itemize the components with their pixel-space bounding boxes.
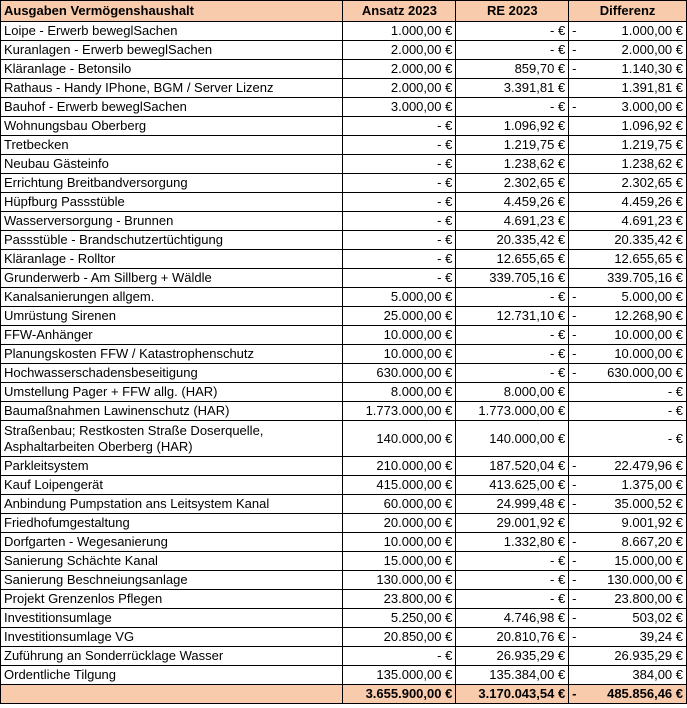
diff-sign: [572, 383, 582, 401]
table-row: [1, 288, 687, 307]
cell-re: 2.302,65 €: [456, 174, 569, 193]
diff-value: 130.000,00 €: [607, 572, 683, 587]
table-row: [1, 193, 687, 212]
cell-description: Friedhofumgestaltung: [1, 514, 343, 533]
diff-sign: -: [572, 458, 577, 473]
cell-differenz: [569, 60, 687, 79]
diff-sign: [572, 174, 582, 192]
diff-value: 2.302,65 €: [621, 175, 683, 190]
diff-sign: [572, 647, 582, 665]
diff-value: 1.140,30 €: [621, 61, 683, 76]
cell-differenz: [569, 364, 687, 383]
cell-differenz: [569, 345, 687, 364]
cell-description: Wasserversorgung - Brunnen: [1, 212, 343, 231]
cell-re: - €: [456, 345, 569, 364]
cell-description: Tretbecken: [1, 136, 343, 155]
cell-ansatz: - €: [343, 193, 456, 212]
header-description: Ausgaben Vermögenshaushalt: [1, 1, 343, 22]
cell-ansatz: 10.000,00 €: [343, 533, 456, 552]
cell-ansatz: 130.000,00 €: [343, 571, 456, 590]
cell-ansatz: 20.850,00 €: [343, 628, 456, 647]
cell-description: Dorfgarten - Wegesanierung: [1, 533, 343, 552]
diff-value: 39,24 €: [639, 629, 683, 644]
diff-sign: [572, 117, 582, 135]
cell-re: 140.000,00 €: [456, 421, 569, 457]
diff-sign: -: [572, 496, 577, 511]
diff-value: 10.000,00 €: [614, 346, 683, 361]
cell-re: - €: [456, 364, 569, 383]
cell-re: 1.219,75 €: [456, 136, 569, 155]
table-row: [1, 666, 687, 685]
table-row: [1, 457, 687, 476]
diff-sign: -: [572, 365, 577, 380]
diff-value: 26.935,29 €: [614, 648, 683, 663]
diff-value: 12.268,90 €: [614, 308, 683, 323]
table-row: [1, 307, 687, 326]
table-row: [1, 79, 687, 98]
cell-description: Investitionsumlage VG: [1, 628, 343, 647]
cell-re: - €: [456, 590, 569, 609]
table-row: [1, 41, 687, 60]
diff-sign: -: [572, 686, 577, 701]
cell-description: Straßenbau; Restkosten Straße Doserquelle, Asphaltarbeiten Oberberg (HAR): [1, 421, 343, 457]
cell-ansatz: - €: [343, 250, 456, 269]
cell-description: Investitionsumlage: [1, 609, 343, 628]
table-row: [1, 628, 687, 647]
diff-value: 3.000,00 €: [621, 99, 683, 114]
total-row: [1, 685, 687, 704]
cell-ansatz: 415.000,00 €: [343, 476, 456, 495]
cell-re: 20.810,76 €: [456, 628, 569, 647]
cell-description: Kläranlage - Rolltor: [1, 250, 343, 269]
cell-description: Baumaßnahmen Lawinenschutz (HAR): [1, 402, 343, 421]
cell-ansatz: 135.000,00 €: [343, 666, 456, 685]
cell-re: - €: [456, 326, 569, 345]
cell-description: Hüpfburg Passstüble: [1, 193, 343, 212]
cell-description: Umstellung Pager + FFW allg. (HAR): [1, 383, 343, 402]
cell-ansatz: - €: [343, 269, 456, 288]
table-row: [1, 590, 687, 609]
cell-re: 1.096,92 €: [456, 117, 569, 136]
cell-re: 20.335,42 €: [456, 231, 569, 250]
cell-differenz: [569, 98, 687, 117]
cell-description: FFW-Anhänger: [1, 326, 343, 345]
cell-ansatz: 2.000,00 €: [343, 60, 456, 79]
cell-differenz: [569, 193, 687, 212]
cell-re: 4.459,26 €: [456, 193, 569, 212]
table-row: [1, 136, 687, 155]
cell-ansatz: 10.000,00 €: [343, 345, 456, 364]
cell-differenz: [569, 533, 687, 552]
table-row: [1, 609, 687, 628]
table-row: [1, 421, 687, 457]
total-ansatz: 3.655.900,00 €: [343, 685, 456, 704]
table-row: [1, 60, 687, 79]
diff-sign: -: [572, 534, 577, 549]
cell-differenz: [569, 609, 687, 628]
cell-differenz: [569, 495, 687, 514]
diff-value: 2.000,00 €: [621, 42, 683, 57]
table-body: [1, 22, 687, 704]
diff-sign: -: [572, 610, 577, 625]
diff-sign: [572, 79, 582, 97]
cell-ansatz: 23.800,00 €: [343, 590, 456, 609]
diff-value: 22.479,96 €: [614, 458, 683, 473]
table-row: [1, 533, 687, 552]
diff-value: 485.856,46 €: [607, 686, 683, 701]
diff-value: 1.375,00 €: [621, 477, 683, 492]
diff-sign: [572, 666, 582, 684]
cell-ansatz: 140.000,00 €: [343, 421, 456, 457]
table-row: [1, 514, 687, 533]
cell-ansatz: 5.250,00 €: [343, 609, 456, 628]
diff-sign: -: [572, 591, 577, 606]
cell-ansatz: 5.000,00 €: [343, 288, 456, 307]
cell-re: 339.705,16 €: [456, 269, 569, 288]
cell-re: - €: [456, 288, 569, 307]
header-re: RE 2023: [456, 1, 569, 22]
diff-sign: -: [572, 42, 577, 57]
cell-description: Bauhof - Erwerb beweglSachen: [1, 98, 343, 117]
cell-differenz: [569, 174, 687, 193]
cell-ansatz: 1.773.000,00 €: [343, 402, 456, 421]
cell-re: 1.238,62 €: [456, 155, 569, 174]
diff-sign: [572, 193, 582, 211]
cell-differenz: [569, 590, 687, 609]
diff-sign: -: [572, 327, 577, 342]
diff-value: 1.238,62 €: [621, 156, 683, 171]
cell-description: Ordentliche Tilgung: [1, 666, 343, 685]
cell-ansatz: 8.000,00 €: [343, 383, 456, 402]
diff-sign: [572, 212, 582, 230]
cell-differenz: [569, 22, 687, 41]
cell-description: Umrüstung Sirenen: [1, 307, 343, 326]
cell-ansatz: - €: [343, 136, 456, 155]
diff-value: 8.667,20 €: [621, 534, 683, 549]
table-row: [1, 571, 687, 590]
cell-differenz: [569, 155, 687, 174]
cell-differenz: [569, 421, 687, 457]
diff-sign: -: [572, 61, 577, 76]
diff-sign: -: [572, 346, 577, 361]
diff-value: 20.335,42 €: [614, 232, 683, 247]
diff-value: 503,02 €: [632, 610, 683, 625]
cell-differenz: [569, 250, 687, 269]
cell-ansatz: - €: [343, 155, 456, 174]
cell-differenz: [569, 136, 687, 155]
table-row: [1, 647, 687, 666]
cell-differenz: [569, 212, 687, 231]
cell-differenz: [569, 288, 687, 307]
cell-differenz: [569, 383, 687, 402]
cell-re: 413.625,00 €: [456, 476, 569, 495]
diff-sign: [572, 514, 582, 532]
cell-description: Hochwasserschadensbeseitigung: [1, 364, 343, 383]
diff-sign: -: [572, 308, 577, 323]
cell-description: Projekt Grenzenlos Pflegen: [1, 590, 343, 609]
cell-re: 4.691,23 €: [456, 212, 569, 231]
table-row: [1, 345, 687, 364]
cell-re: - €: [456, 98, 569, 117]
cell-differenz: [569, 476, 687, 495]
cell-description: Passstüble - Brandschutzertüchtigung: [1, 231, 343, 250]
cell-ansatz: 25.000,00 €: [343, 307, 456, 326]
cell-re: 26.935,29 €: [456, 647, 569, 666]
cell-description: Parkleitsystem: [1, 457, 343, 476]
diff-value: 23.800,00 €: [614, 591, 683, 606]
cell-differenz: [569, 231, 687, 250]
cell-description: Loipe - Erwerb beweglSachen: [1, 22, 343, 41]
cell-differenz: [569, 666, 687, 685]
diff-sign: -: [572, 553, 577, 568]
cell-description: Grunderwerb - Am Sillberg + Wäldle: [1, 269, 343, 288]
diff-sign: [572, 250, 582, 268]
diff-value: 12.655,65 €: [614, 251, 683, 266]
table-row: [1, 552, 687, 571]
table-row: [1, 250, 687, 269]
diff-value: 4.691,23 €: [621, 213, 683, 228]
cell-description: Sanierung Beschneiungsanlage: [1, 571, 343, 590]
diff-sign: -: [572, 629, 577, 644]
cell-differenz: [569, 457, 687, 476]
cell-differenz: [569, 402, 687, 421]
cell-description: Anbindung Pumpstation ans Leitsystem Kanal: [1, 495, 343, 514]
cell-description: Planungskosten FFW / Katastrophenschutz: [1, 345, 343, 364]
cell-ansatz: 20.000,00 €: [343, 514, 456, 533]
cell-re: 8.000,00 €: [456, 383, 569, 402]
cell-description: Kläranlage - Betonsilo: [1, 60, 343, 79]
diff-sign: [572, 430, 582, 448]
diff-value: 1.096,92 €: [621, 118, 683, 133]
cell-re: 12.655,65 €: [456, 250, 569, 269]
cell-ansatz: - €: [343, 117, 456, 136]
total-re: 3.170.043,54 €: [456, 685, 569, 704]
diff-sign: [572, 402, 582, 420]
table-row: [1, 22, 687, 41]
diff-value: 4.459,26 €: [621, 194, 683, 209]
diff-sign: [572, 231, 582, 249]
cell-description: Wohnungsbau Oberberg: [1, 117, 343, 136]
cell-ansatz: - €: [343, 212, 456, 231]
diff-value: - €: [667, 384, 683, 399]
diff-sign: -: [572, 99, 577, 114]
diff-sign: -: [572, 572, 577, 587]
table-row: [1, 364, 687, 383]
cell-re: 187.520,04 €: [456, 457, 569, 476]
cell-re: - €: [456, 571, 569, 590]
diff-value: 384,00 €: [632, 667, 683, 682]
diff-value: 1.219,75 €: [621, 137, 683, 152]
cell-description: Kuranlagen - Erwerb beweglSachen: [1, 41, 343, 60]
cell-ansatz: 2.000,00 €: [343, 41, 456, 60]
cell-differenz: [569, 647, 687, 666]
cell-re: 859,70 €: [456, 60, 569, 79]
cell-re: 29.001,92 €: [456, 514, 569, 533]
table-row: [1, 117, 687, 136]
diff-value: 35.000,52 €: [614, 496, 683, 511]
diff-sign: [572, 136, 582, 154]
header-row: [1, 1, 687, 22]
cell-description: Kanalsanierungen allgem.: [1, 288, 343, 307]
cell-ansatz: 3.000,00 €: [343, 98, 456, 117]
cell-ansatz: 60.000,00 €: [343, 495, 456, 514]
cell-description: Zuführung an Sonderrücklage Wasser: [1, 647, 343, 666]
cell-ansatz: 1.000,00 €: [343, 22, 456, 41]
diff-value: - €: [667, 430, 683, 446]
table-row: [1, 269, 687, 288]
diff-value: - €: [667, 403, 683, 418]
diff-value: 1.391,81 €: [621, 80, 683, 95]
cell-description: Errichtung Breitbandversorgung: [1, 174, 343, 193]
header-ansatz: Ansatz 2023: [343, 1, 456, 22]
diff-sign: -: [572, 23, 577, 38]
cell-re: 135.384,00 €: [456, 666, 569, 685]
cell-re: - €: [456, 41, 569, 60]
cell-differenz: [569, 41, 687, 60]
cell-differenz: [569, 628, 687, 647]
diff-value: 1.000,00 €: [621, 23, 683, 38]
cell-differenz: [569, 326, 687, 345]
table-row: [1, 326, 687, 345]
diff-value: 10.000,00 €: [614, 327, 683, 342]
cell-ansatz: - €: [343, 647, 456, 666]
table-row: [1, 174, 687, 193]
table-row: [1, 402, 687, 421]
cell-ansatz: - €: [343, 231, 456, 250]
diff-value: 15.000,00 €: [614, 553, 683, 568]
header-differenz: Differenz: [569, 1, 687, 22]
cell-differenz: [569, 571, 687, 590]
cell-re: - €: [456, 22, 569, 41]
cell-ansatz: 630.000,00 €: [343, 364, 456, 383]
table-row: [1, 476, 687, 495]
cell-re: 1.773.000,00 €: [456, 402, 569, 421]
table-row: [1, 155, 687, 174]
total-label: [1, 685, 343, 704]
table-row: [1, 495, 687, 514]
table-row: [1, 231, 687, 250]
cell-description: Kauf Loipengerät: [1, 476, 343, 495]
cell-differenz: [569, 79, 687, 98]
diff-sign: [572, 155, 582, 173]
cell-differenz: [569, 117, 687, 136]
table-row: [1, 212, 687, 231]
cell-description: Rathaus - Handy IPhone, BGM / Server Lizenz: [1, 79, 343, 98]
cell-differenz: [569, 552, 687, 571]
diff-value: 5.000,00 €: [621, 289, 683, 304]
cell-ansatz: 2.000,00 €: [343, 79, 456, 98]
cell-re: 4.746,98 €: [456, 609, 569, 628]
diff-sign: [572, 269, 582, 287]
diff-value: 339.705,16 €: [607, 270, 683, 285]
cell-ansatz: 10.000,00 €: [343, 326, 456, 345]
cell-description: Neubau Gästeinfo: [1, 155, 343, 174]
diff-value: 9.001,92 €: [621, 515, 683, 530]
table-row: [1, 98, 687, 117]
cell-description: Sanierung Schächte Kanal: [1, 552, 343, 571]
cell-ansatz: 210.000,00 €: [343, 457, 456, 476]
diff-sign: -: [572, 477, 577, 492]
cell-differenz: [569, 685, 687, 704]
cell-re: 1.332,80 €: [456, 533, 569, 552]
cell-re: - €: [456, 552, 569, 571]
cell-differenz: [569, 307, 687, 326]
cell-differenz: [569, 269, 687, 288]
cell-ansatz: 15.000,00 €: [343, 552, 456, 571]
cell-ansatz: - €: [343, 174, 456, 193]
cell-differenz: [569, 514, 687, 533]
cell-re: 12.731,10 €: [456, 307, 569, 326]
diff-value: 630.000,00 €: [607, 365, 683, 380]
diff-sign: -: [572, 289, 577, 304]
cell-re: 3.391,81 €: [456, 79, 569, 98]
table-row: [1, 383, 687, 402]
cell-re: 24.999,48 €: [456, 495, 569, 514]
